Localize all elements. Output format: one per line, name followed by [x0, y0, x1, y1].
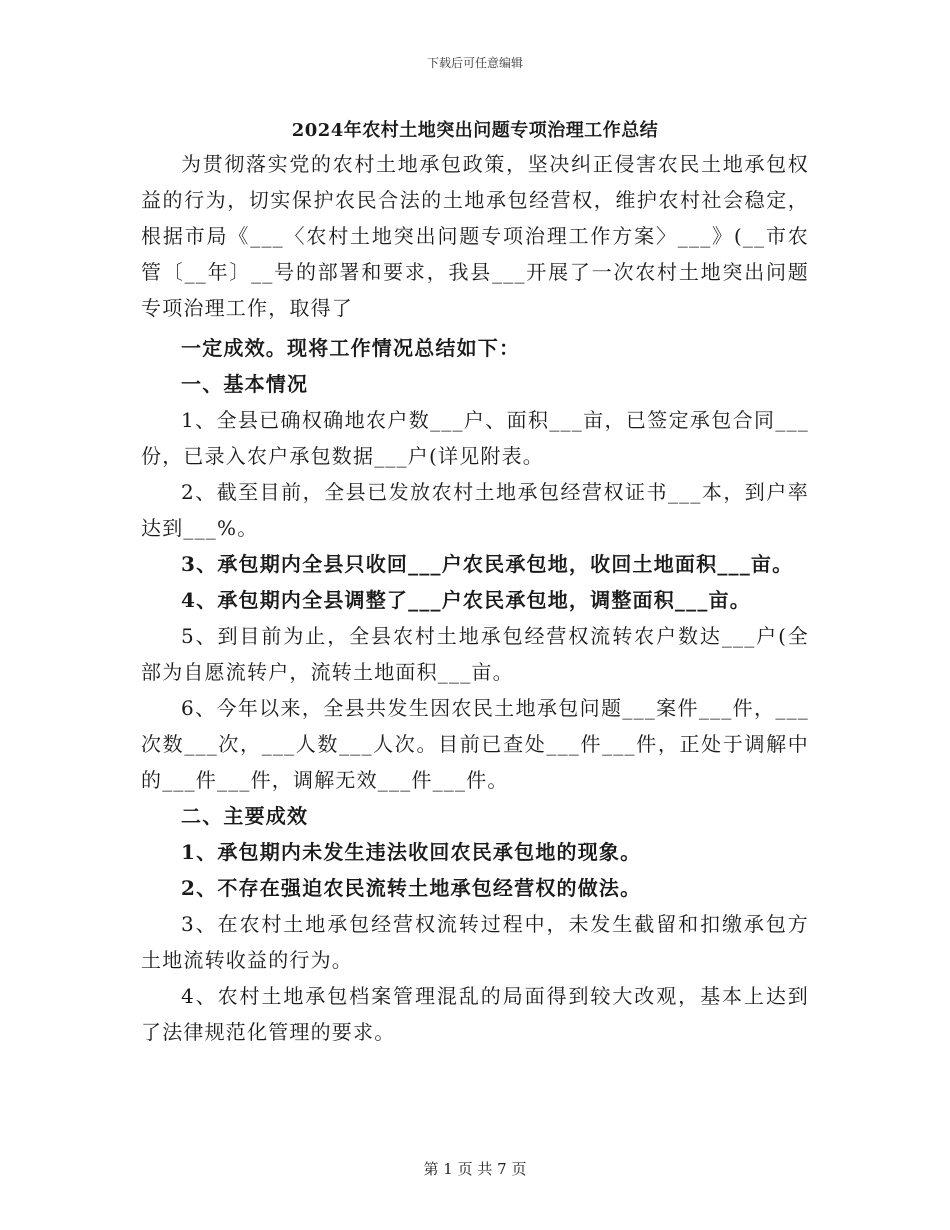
result-item-4: 4、农村土地承包档案管理混乱的局面得到较大改观，基本上达到了法律规范化管理的要求。 — [141, 984, 809, 1044]
basic-item-2: 2、截至目前，全县已发放农村土地承包经营权证书___本，到户率达到___%。 — [141, 480, 809, 540]
page-header-note: 下载后可任意编辑 — [426, 56, 523, 70]
page-number: 第 1 页 共 7 页 — [423, 1160, 527, 1178]
basic-item-4: 4、承包期内全县调整了___户农民承包地，调整面积___亩。 — [181, 588, 751, 612]
section-heading-results: 二、主要成效 — [181, 804, 309, 828]
document-title: 2024年农村土地突出问题专项治理工作总结 — [291, 120, 659, 141]
document-body — [141, 146, 809, 1050]
basic-item-5: 5、到目前为止，全县农村土地承包经营权流转农户数达___户(全部为自愿流转户，流转土地面积___亩。 — [141, 624, 809, 684]
intro-paragraph: 为贯彻落实党的农村土地承包政策，坚决纠正侵害农民土地承包权益的行为，切实保护农民合法的土地承包经营权，维护农村社会稳定，根据市局《___〈农村土地突出问题专项治理工作方案〉___》(__市农管〔__年〕__号的部署和要求，我县___开展了一次农村土地突出问题专项治理工作，取得了 — [141, 152, 809, 320]
result-item-3: 3、在农村土地承包经营权流转过程中，未发生截留和扣缴承包方土地流转收益的行为。 — [141, 912, 809, 972]
section-heading-basic: 一、基本情况 — [181, 372, 309, 396]
basic-item-1: 1、全县已确权确地农户数___户、面积___亩，已签定承包合同___份，已录入农户承包数据___户(详见附表。 — [141, 408, 809, 468]
basic-item-3: 3、承包期内全县只收回___户农民承包地，收回土地面积___亩。 — [181, 552, 794, 576]
basic-item-6: 6、今年以来，全县共发生因农民土地承包问题___案件___件，___次数___次，___人数___人次。目前已查处___件___件，正处于调解中的___件___件，调解无效___件___件。 — [141, 696, 809, 792]
intro-conclusion: 一定成效。现将工作情况总结如下： — [181, 336, 521, 360]
result-item-1: 1、承包期内未发生违法收回农民承包地的现象。 — [181, 840, 642, 864]
result-item-2: 2、不存在强迫农民流转土地承包经营权的做法。 — [181, 876, 642, 900]
